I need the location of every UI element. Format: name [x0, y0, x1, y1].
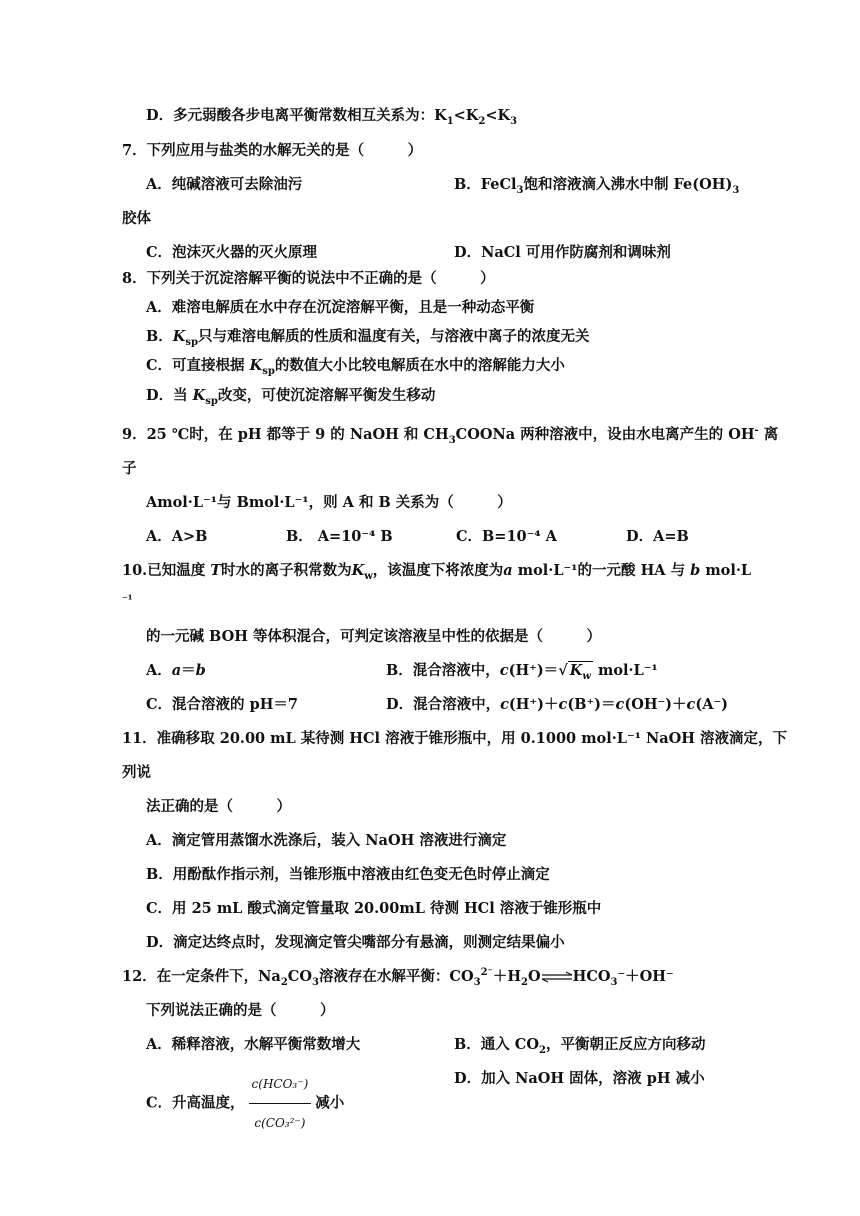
q9-option-a: A．A>B — [146, 528, 208, 545]
q8-option-d: D．当 $K_{sp}$改变，可使沉淀溶解平衡发生移动 — [146, 387, 436, 407]
q8-option-b: B．$K_{sp}$只与难溶电解质的性质和温度有关，与溶液中离子的浓度无关 — [146, 328, 590, 348]
q6-option-d: D．多元弱酸各步电离平衡常数相互关系为：$K_1<K_2<K_3$ — [146, 107, 518, 127]
q7-option-d: D．NaCl 可用作防腐剂和调味剂 — [454, 244, 671, 261]
q11-stem-wrap1: 列说 — [122, 764, 151, 781]
q12-option-a: A．稀释溶液，水解平衡常数增大 — [146, 1036, 361, 1053]
q12-option-d: D．加入 NaOH 固体，溶液 pH 减小 — [454, 1070, 705, 1087]
q10-option-b: B．混合溶液中，c(H⁺)＝√ $K_w$ mol·L⁻¹ — [386, 662, 658, 682]
q7-option-b-wrap: 胶体 — [122, 210, 151, 227]
q10-option-d: D．混合溶液中，c(H⁺)＋c(B⁺)＝c(OH⁻)＋c(A⁻) — [386, 696, 729, 713]
q7-option-b: B．FeCl$_3$饱和溶液滴入沸水中制 $Fe(OH)_3$ — [454, 176, 740, 196]
q9-option-d: D．A=B — [626, 528, 689, 545]
equilibrium-arrow-icon — [541, 971, 573, 983]
q7-option-a: A．纯碱溶液可去除油污 — [146, 176, 303, 193]
q9-stem-wrap2: Amol·L⁻¹与 Bmol·L⁻¹，则 A 和 B 关系为（ ） — [146, 494, 512, 511]
q10-stem: 10.已知温度 T时水的离子积常数为$K_w$，该温度下将浓度为a mol·L⁻¹的一元酸 HA 与 b mol·L — [122, 562, 752, 582]
q10-stem-wrap2: 的一元碱 BOH 等体积混合，可判定该溶液呈中性的依据是（ ） — [146, 628, 601, 645]
q8-option-a: A．难溶电解质在水中存在沉淀溶解平衡，且是一种动态平衡 — [146, 299, 535, 316]
q9-stem: 9．25 ℃时，在 pH 都等于 9 的 NaOH 和 $CH_3COONa$ 两种溶液中，设由水电离产生的 OH- 离 — [122, 425, 779, 446]
q11-option-c: C．用 25 mL 酸式滴定管量取 20.00mL 待测 HCl 溶液于锥形瓶中 — [146, 900, 602, 917]
q11-stem: 11．准确移取 20.00 mL 某待测 HCl 溶液于锥形瓶中，用 0.1000 mol·L⁻¹ NaOH 溶液滴定，下 — [122, 730, 788, 747]
q12-sub-stem: 下列说法正确的是（ ） — [146, 1002, 335, 1019]
q12-option-c: C．升高温度， $\frac{\text{c(HCO₃⁻)}}{\text{c(CO₃²⁻)}}$ 减小 — [146, 1066, 344, 1141]
q9-option-c: C．B=10⁻⁴ A — [456, 528, 557, 545]
q10-option-c: C．混合溶液的 pH＝7 — [146, 696, 299, 713]
q10-option-a: A．a＝b — [146, 662, 206, 679]
q8-stem: 8．下列关于沉淀溶解平衡的说法中不正确的是（ ） — [122, 270, 495, 287]
q11-option-b: B．用酚酞作指示剂，当锥形瓶中溶液由红色变无色时停止滴定 — [146, 866, 550, 883]
q8-option-c: C．可直接根据 $K_{sp}$的数值大小比较电解质在水中的溶解能力大小 — [146, 357, 565, 377]
q7-stem: 7．下列应用与盐类的水解无关的是（ ） — [122, 142, 423, 159]
q12-stem: 12．在一定条件下，$Na_2CO_3$溶液存在水解平衡：$CO_3^{2^-}+H_2O$ $HCO_3^-+OH^-$ — [122, 967, 674, 988]
q11-stem-wrap2: 法正确的是（ ） — [146, 798, 291, 815]
q9-option-b: B． A=10⁻⁴ B — [286, 528, 393, 545]
q11-option-d: D．滴定达终点时，发现滴定管尖嘴部分有悬滴，则测定结果偏小 — [146, 934, 565, 951]
q7-option-c: C．泡沫灭火器的灭火原理 — [146, 244, 318, 261]
q12-option-b: B．通入 $CO_2$，平衡朝正反应方向移动 — [454, 1036, 706, 1056]
q9-stem-wrap1: 子 — [122, 460, 137, 477]
sqrt-kw: √ $K_w$ — [558, 662, 591, 682]
q10-stem-wrap1: ⁻¹ — [122, 593, 133, 606]
q11-option-a: A．滴定管用蒸馏水洗涤后，装入 NaOH 溶液进行滴定 — [146, 832, 507, 849]
hco3-co3-ratio: $\frac{\text{c(HCO₃⁻)}}{\text{c(CO₃²⁻)}}$ — [249, 1066, 312, 1141]
